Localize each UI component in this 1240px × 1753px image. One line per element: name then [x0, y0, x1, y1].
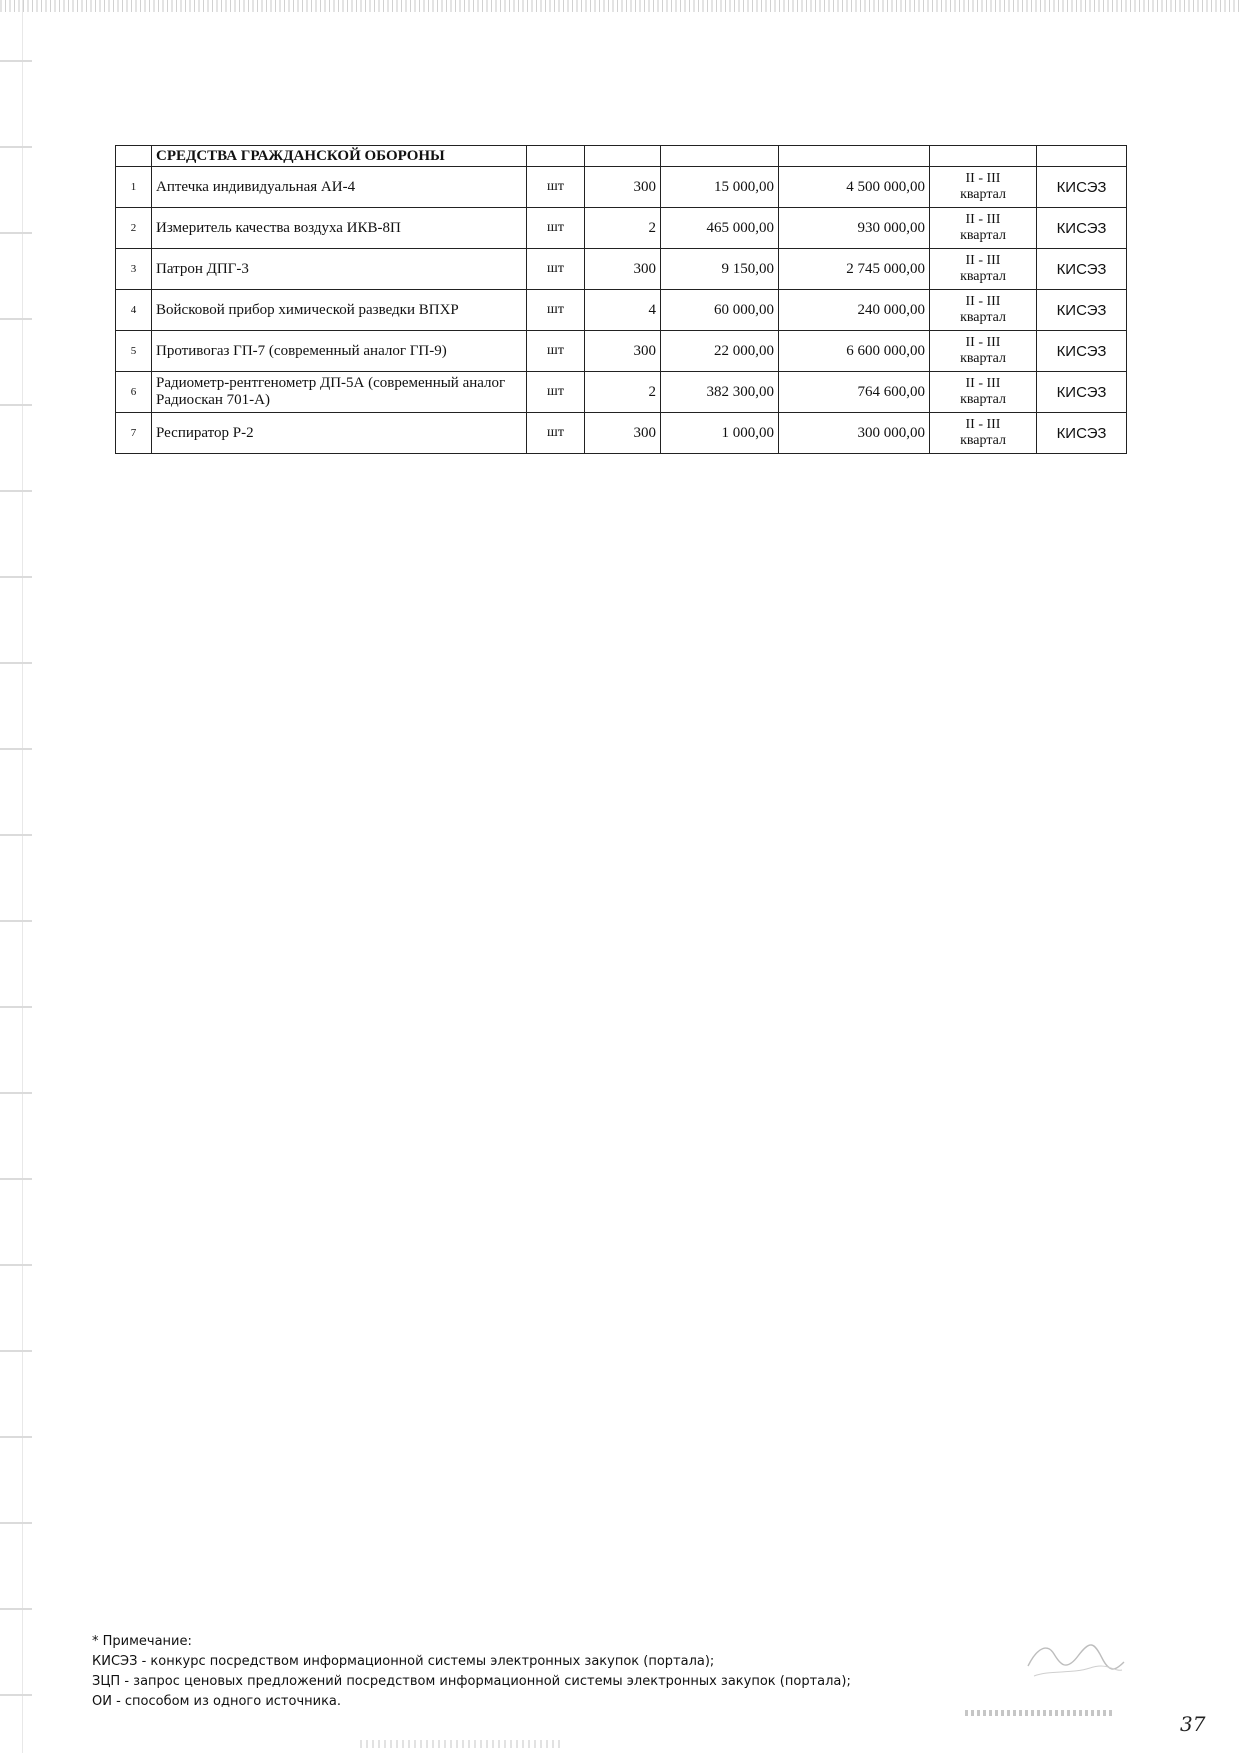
table-row: [116, 167, 1127, 208]
item-name: Радиометр-рентгенометр ДП-5А (современный аналог Радиоскан 701-А): [152, 372, 527, 413]
item-unit: шт: [527, 208, 585, 249]
row-number: 2: [116, 208, 152, 249]
item-name: Измеритель качества воздуха ИКВ-8П: [152, 208, 527, 249]
section-empty-cell: [1037, 146, 1127, 167]
item-procurement-method: КИСЭЗ: [1037, 372, 1127, 413]
period-quarters: II - III: [965, 376, 1001, 391]
item-unit-price: 22 000,00: [661, 331, 779, 372]
item-name: Противогаз ГП-7 (современный аналог ГП-9): [152, 331, 527, 372]
item-unit-price: 382 300,00: [661, 372, 779, 413]
item-total: 240 000,00: [779, 290, 930, 331]
item-total: 4 500 000,00: [779, 167, 930, 208]
procurement-table: [115, 145, 1127, 454]
period-quarters: II - III: [965, 335, 1001, 350]
table-row: [116, 331, 1127, 372]
period-quarters: II - III: [965, 171, 1001, 186]
item-period: [930, 249, 1037, 290]
row-number: 6: [116, 372, 152, 413]
item-procurement-method: КИСЭЗ: [1037, 413, 1127, 454]
item-period: [930, 208, 1037, 249]
item-total: 6 600 000,00: [779, 331, 930, 372]
item-unit-price: 9 150,00: [661, 249, 779, 290]
section-empty-cell: [930, 146, 1037, 167]
item-unit-price: 15 000,00: [661, 167, 779, 208]
table-row: [116, 372, 1127, 413]
item-quantity: 300: [585, 167, 661, 208]
period-unit: квартал: [960, 392, 1006, 407]
period-quarters: II - III: [965, 253, 1001, 268]
period-quarters: II - III: [965, 294, 1001, 309]
item-name: Респиратор Р-2: [152, 413, 527, 454]
item-procurement-method: КИСЭЗ: [1037, 167, 1127, 208]
scan-edge-left: [0, 0, 32, 1753]
item-unit: шт: [527, 167, 585, 208]
item-period: [930, 167, 1037, 208]
item-total: 930 000,00: [779, 208, 930, 249]
period-unit: квартал: [960, 228, 1006, 243]
item-unit: шт: [527, 413, 585, 454]
row-number: 1: [116, 167, 152, 208]
period-quarters: II - III: [965, 212, 1001, 227]
item-quantity: 4: [585, 290, 661, 331]
period-unit: квартал: [960, 310, 1006, 325]
item-unit: шт: [527, 331, 585, 372]
item-total: 2 745 000,00: [779, 249, 930, 290]
table-row: [116, 208, 1127, 249]
item-total: 300 000,00: [779, 413, 930, 454]
period-unit: квартал: [960, 187, 1006, 202]
item-quantity: 300: [585, 413, 661, 454]
item-period: [930, 372, 1037, 413]
item-name: Аптечка индивидуальная АИ-4: [152, 167, 527, 208]
signature-scribble: [1020, 1636, 1130, 1686]
item-unit-price: 1 000,00: [661, 413, 779, 454]
item-quantity: 2: [585, 372, 661, 413]
item-unit: шт: [527, 372, 585, 413]
item-procurement-method: КИСЭЗ: [1037, 249, 1127, 290]
section-title-text: СРЕДСТВА ГРАЖДАНСКОЙ ОБОРОНЫ: [156, 147, 445, 164]
item-period: [930, 413, 1037, 454]
scan-edge-top: [0, 0, 1240, 12]
table-row: [116, 413, 1127, 454]
row-number: 7: [116, 413, 152, 454]
footnote-heading: * Примечание:: [92, 1634, 192, 1649]
item-period: [930, 290, 1037, 331]
stamp-trace: [965, 1710, 1115, 1716]
item-name: Войсковой прибор химической разведки ВПХР: [152, 290, 527, 331]
section-empty-cell: [585, 146, 661, 167]
row-number: 3: [116, 249, 152, 290]
page-number: 37: [1180, 1712, 1206, 1736]
footnote-line-kisez: КИСЭЗ - конкурс посредством информационной системы электронных закупок (портала);: [92, 1654, 715, 1669]
row-number: 5: [116, 331, 152, 372]
section-num-cell: [116, 146, 152, 167]
row-number: 4: [116, 290, 152, 331]
item-quantity: 300: [585, 249, 661, 290]
period-unit: квартал: [960, 433, 1006, 448]
scan-edge-bottom: [360, 1740, 560, 1748]
item-unit-price: 60 000,00: [661, 290, 779, 331]
section-empty-cell: [661, 146, 779, 167]
footnote-line-zcp: ЗЦП - запрос ценовых предложений посредством информационной системы электронных закупок (портала);: [92, 1674, 851, 1689]
section-empty-cell: [527, 146, 585, 167]
period-unit: квартал: [960, 269, 1006, 284]
item-procurement-method: КИСЭЗ: [1037, 331, 1127, 372]
table-row: [116, 249, 1127, 290]
item-period: [930, 331, 1037, 372]
footnote-line-oi: ОИ - способом из одного источника.: [92, 1694, 342, 1709]
item-unit-price: 465 000,00: [661, 208, 779, 249]
item-name: Патрон ДПГ-3: [152, 249, 527, 290]
section-empty-cell: [779, 146, 930, 167]
item-procurement-method: КИСЭЗ: [1037, 208, 1127, 249]
item-procurement-method: КИСЭЗ: [1037, 290, 1127, 331]
table-body: [116, 146, 1127, 454]
period-unit: квартал: [960, 351, 1006, 366]
item-unit: шт: [527, 249, 585, 290]
item-unit: шт: [527, 290, 585, 331]
table-row: [116, 290, 1127, 331]
item-quantity: 300: [585, 331, 661, 372]
item-total: 764 600,00: [779, 372, 930, 413]
item-quantity: 2: [585, 208, 661, 249]
section-header-row: [116, 146, 1127, 167]
footnote: [92, 1632, 851, 1712]
period-quarters: II - III: [965, 417, 1001, 432]
section-title: [152, 146, 527, 167]
